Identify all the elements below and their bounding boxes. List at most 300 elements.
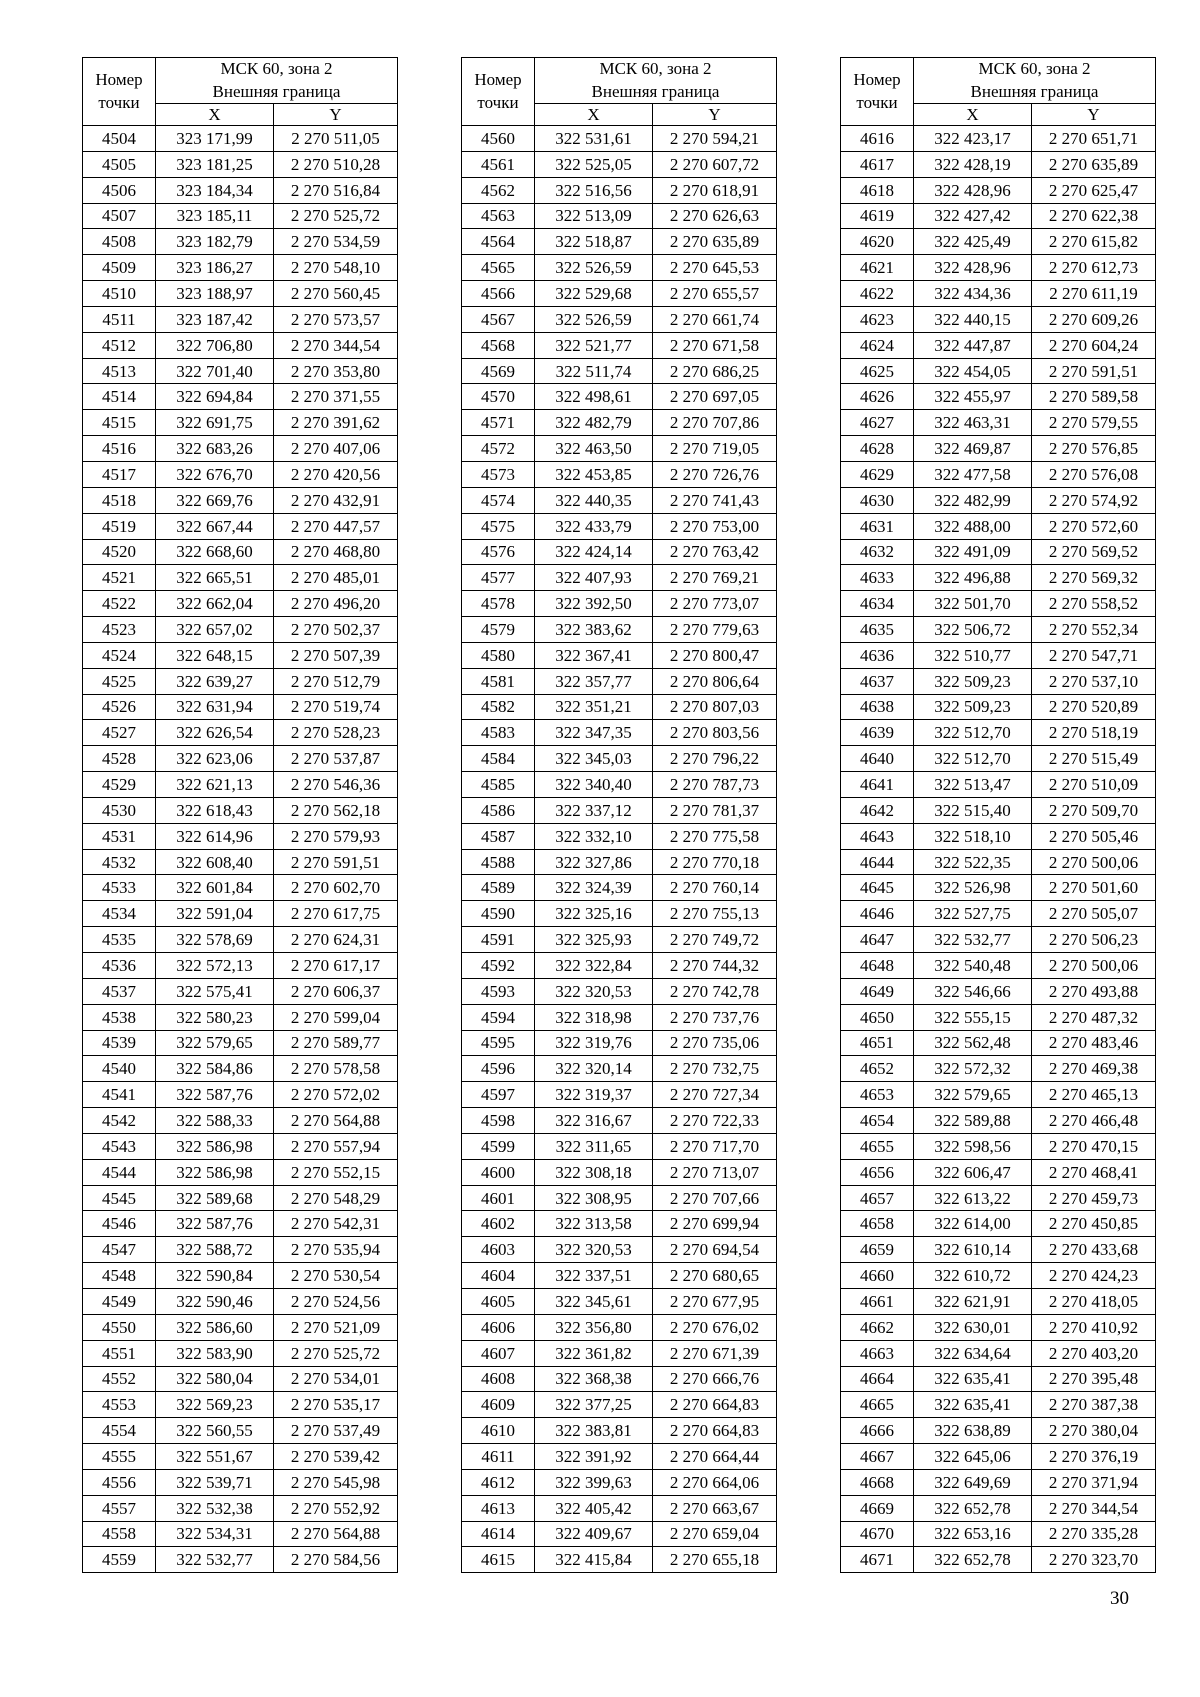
- table-row: [83, 332, 398, 358]
- x-cell: 322 575,41: [156, 978, 274, 1004]
- point-number-cell: 4634: [841, 591, 914, 617]
- y-cell: 2 270 525,72: [274, 1340, 398, 1366]
- table-row: [841, 1288, 1156, 1314]
- x-cell: 322 518,10: [914, 823, 1032, 849]
- table-row: [841, 875, 1156, 901]
- x-cell: 322 555,15: [914, 1004, 1032, 1030]
- y-cell: 2 270 468,80: [274, 539, 398, 565]
- point-number-cell: 4537: [83, 978, 156, 1004]
- point-number-cell: 4545: [83, 1185, 156, 1211]
- y-cell: 2 270 483,46: [1032, 1030, 1156, 1056]
- point-number-cell: 4652: [841, 1056, 914, 1082]
- y-cell: 2 270 353,80: [274, 358, 398, 384]
- y-cell: 2 270 546,36: [274, 772, 398, 798]
- y-cell: 2 270 420,56: [274, 461, 398, 487]
- y-cell: 2 270 512,79: [274, 668, 398, 694]
- table-row: [462, 513, 777, 539]
- table-row: [841, 591, 1156, 617]
- y-cell: 2 270 564,88: [274, 1108, 398, 1134]
- x-cell: 322 434,36: [914, 281, 1032, 307]
- point-number-cell: 4645: [841, 875, 914, 901]
- table-row: [83, 953, 398, 979]
- point-number-cell: 4591: [462, 927, 535, 953]
- x-cell: 322 652,78: [914, 1495, 1032, 1521]
- point-number-cell: 4667: [841, 1444, 914, 1470]
- x-cell: 322 518,87: [535, 229, 653, 255]
- x-cell: 322 701,40: [156, 358, 274, 384]
- y-cell: 2 270 735,06: [653, 1030, 777, 1056]
- y-cell: 2 270 617,17: [274, 953, 398, 979]
- y-cell: 2 270 722,33: [653, 1108, 777, 1134]
- point-number-cell: 4530: [83, 797, 156, 823]
- point-number-cell: 4599: [462, 1133, 535, 1159]
- x-cell: 322 391,92: [535, 1444, 653, 1470]
- table-row: [462, 487, 777, 513]
- table-row: [841, 953, 1156, 979]
- point-number-cell: 4582: [462, 694, 535, 720]
- y-cell: 2 270 519,74: [274, 694, 398, 720]
- point-number-cell: 4621: [841, 255, 914, 281]
- y-cell: 2 270 534,59: [274, 229, 398, 255]
- y-cell: 2 270 760,14: [653, 875, 777, 901]
- point-number-cell: 4579: [462, 617, 535, 643]
- y-cell: 2 270 742,78: [653, 978, 777, 1004]
- table-row: [83, 1004, 398, 1030]
- point-number-cell: 4515: [83, 410, 156, 436]
- table-row: [841, 436, 1156, 462]
- x-cell: 322 645,06: [914, 1444, 1032, 1470]
- y-cell: 2 270 528,23: [274, 720, 398, 746]
- y-cell: 2 270 713,07: [653, 1159, 777, 1185]
- y-cell: 2 270 625,47: [1032, 177, 1156, 203]
- table-row: [83, 591, 398, 617]
- table-row: [841, 1159, 1156, 1185]
- table-row: [83, 746, 398, 772]
- x-cell: 323 171,99: [156, 126, 274, 152]
- table-row: [462, 281, 777, 307]
- table-row: [841, 177, 1156, 203]
- x-cell: 322 665,51: [156, 565, 274, 591]
- point-number-cell: 4618: [841, 177, 914, 203]
- x-cell: 322 327,86: [535, 849, 653, 875]
- point-number-cell: 4637: [841, 668, 914, 694]
- point-number-cell: 4555: [83, 1444, 156, 1470]
- table-row: [841, 1392, 1156, 1418]
- table-row: [83, 772, 398, 798]
- point-number-cell: 4631: [841, 513, 914, 539]
- point-number-cell: 4572: [462, 436, 535, 462]
- y-cell: 2 270 659,04: [653, 1521, 777, 1547]
- table-row: [841, 849, 1156, 875]
- y-cell: 2 270 535,94: [274, 1237, 398, 1263]
- x-cell: 322 631,94: [156, 694, 274, 720]
- x-cell: 322 613,22: [914, 1185, 1032, 1211]
- header-system-name: МСК 60, зона 2: [599, 59, 712, 79]
- x-cell: 322 409,67: [535, 1521, 653, 1547]
- x-cell: 322 477,58: [914, 461, 1032, 487]
- table-row: [83, 1159, 398, 1185]
- x-cell: 322 586,60: [156, 1314, 274, 1340]
- point-number-cell: 4581: [462, 668, 535, 694]
- x-cell: 322 669,76: [156, 487, 274, 513]
- table-row: [841, 306, 1156, 332]
- x-cell: 322 653,16: [914, 1521, 1032, 1547]
- y-cell: 2 270 584,56: [274, 1547, 398, 1573]
- x-cell: 322 399,63: [535, 1469, 653, 1495]
- table-row: [83, 1314, 398, 1340]
- x-cell: 322 572,13: [156, 953, 274, 979]
- point-number-cell: 4612: [462, 1469, 535, 1495]
- table-row: [462, 539, 777, 565]
- y-cell: 2 270 651,71: [1032, 126, 1156, 152]
- y-cell: 2 270 424,23: [1032, 1263, 1156, 1289]
- table-row: [462, 1547, 777, 1573]
- table-row: [462, 1237, 777, 1263]
- point-number-cell: 4630: [841, 487, 914, 513]
- x-cell: 322 351,21: [535, 694, 653, 720]
- y-cell: 2 270 509,70: [1032, 797, 1156, 823]
- table-row: [841, 1495, 1156, 1521]
- y-cell: 2 270 775,58: [653, 823, 777, 849]
- table-row: [841, 1547, 1156, 1573]
- y-cell: 2 270 806,64: [653, 668, 777, 694]
- table-row: [841, 384, 1156, 410]
- x-cell: 322 361,82: [535, 1340, 653, 1366]
- x-cell: 322 506,72: [914, 617, 1032, 643]
- header-point-number: Номер точки: [83, 58, 156, 126]
- x-cell: 322 511,74: [535, 358, 653, 384]
- x-cell: 322 614,96: [156, 823, 274, 849]
- y-cell: 2 270 371,94: [1032, 1469, 1156, 1495]
- point-number-cell: 4638: [841, 694, 914, 720]
- point-number-cell: 4589: [462, 875, 535, 901]
- x-cell: 322 579,65: [914, 1082, 1032, 1108]
- x-cell: 322 588,72: [156, 1237, 274, 1263]
- x-cell: 322 580,04: [156, 1366, 274, 1392]
- x-cell: 322 532,77: [156, 1547, 274, 1573]
- y-cell: 2 270 371,55: [274, 384, 398, 410]
- table-row: [841, 772, 1156, 798]
- y-cell: 2 270 661,74: [653, 306, 777, 332]
- table-row: [841, 694, 1156, 720]
- point-number-cell: 4590: [462, 901, 535, 927]
- y-cell: 2 270 618,91: [653, 177, 777, 203]
- x-cell: 322 691,75: [156, 410, 274, 436]
- y-cell: 2 270 666,76: [653, 1366, 777, 1392]
- table-row: [83, 1469, 398, 1495]
- point-number-cell: 4663: [841, 1340, 914, 1366]
- point-number-cell: 4523: [83, 617, 156, 643]
- point-number-cell: 4519: [83, 513, 156, 539]
- y-cell: 2 270 591,51: [274, 849, 398, 875]
- table-row: [462, 1108, 777, 1134]
- table-row: [841, 487, 1156, 513]
- y-cell: 2 270 542,31: [274, 1211, 398, 1237]
- table-row: [841, 332, 1156, 358]
- point-number-cell: 4563: [462, 203, 535, 229]
- x-cell: 322 534,31: [156, 1521, 274, 1547]
- y-cell: 2 270 707,66: [653, 1185, 777, 1211]
- x-cell: 322 590,46: [156, 1288, 274, 1314]
- y-cell: 2 270 501,60: [1032, 875, 1156, 901]
- point-number-cell: 4655: [841, 1133, 914, 1159]
- x-cell: 322 383,62: [535, 617, 653, 643]
- point-number-cell: 4605: [462, 1288, 535, 1314]
- y-cell: 2 270 803,56: [653, 720, 777, 746]
- table-row: [462, 1444, 777, 1470]
- y-cell: 2 270 395,48: [1032, 1366, 1156, 1392]
- table-row: [83, 617, 398, 643]
- point-number-cell: 4619: [841, 203, 914, 229]
- point-number-cell: 4562: [462, 177, 535, 203]
- y-cell: 2 270 535,17: [274, 1392, 398, 1418]
- y-cell: 2 270 576,85: [1032, 436, 1156, 462]
- x-cell: 322 454,05: [914, 358, 1032, 384]
- x-cell: 322 308,95: [535, 1185, 653, 1211]
- point-number-cell: 4597: [462, 1082, 535, 1108]
- point-number-cell: 4548: [83, 1263, 156, 1289]
- point-number-cell: 4661: [841, 1288, 914, 1314]
- x-cell: 323 182,79: [156, 229, 274, 255]
- point-number-cell: 4627: [841, 410, 914, 436]
- point-number-cell: 4573: [462, 461, 535, 487]
- y-cell: 2 270 796,22: [653, 746, 777, 772]
- x-cell: 322 428,19: [914, 151, 1032, 177]
- point-number-cell: 4533: [83, 875, 156, 901]
- point-number-cell: 4666: [841, 1418, 914, 1444]
- y-cell: 2 270 732,75: [653, 1056, 777, 1082]
- x-cell: 322 529,68: [535, 281, 653, 307]
- table-row: [83, 487, 398, 513]
- point-number-cell: 4544: [83, 1159, 156, 1185]
- table-row: [841, 927, 1156, 953]
- x-cell: 322 368,38: [535, 1366, 653, 1392]
- y-cell: 2 270 433,68: [1032, 1237, 1156, 1263]
- x-cell: 322 639,27: [156, 668, 274, 694]
- table-row: [83, 1211, 398, 1237]
- x-cell: 322 345,03: [535, 746, 653, 772]
- y-cell: 2 270 576,08: [1032, 461, 1156, 487]
- point-number-cell: 4636: [841, 642, 914, 668]
- table-row: [841, 642, 1156, 668]
- table-row: [83, 177, 398, 203]
- point-number-cell: 4632: [841, 539, 914, 565]
- table-row: [841, 1340, 1156, 1366]
- header-system: [156, 58, 398, 104]
- x-cell: 322 521,77: [535, 332, 653, 358]
- x-cell: 323 186,27: [156, 255, 274, 281]
- point-number-cell: 4664: [841, 1366, 914, 1392]
- y-cell: 2 270 599,04: [274, 1004, 398, 1030]
- table-row: [462, 901, 777, 927]
- y-cell: 2 270 663,67: [653, 1495, 777, 1521]
- point-number-cell: 4567: [462, 306, 535, 332]
- y-cell: 2 270 626,63: [653, 203, 777, 229]
- table-row: [841, 1444, 1156, 1470]
- point-number-cell: 4585: [462, 772, 535, 798]
- y-cell: 2 270 387,38: [1032, 1392, 1156, 1418]
- y-cell: 2 270 510,09: [1032, 772, 1156, 798]
- y-cell: 2 270 624,31: [274, 927, 398, 953]
- y-cell: 2 270 677,95: [653, 1288, 777, 1314]
- table-row: [83, 1288, 398, 1314]
- y-cell: 2 270 485,01: [274, 565, 398, 591]
- table-row: [83, 436, 398, 462]
- x-cell: 322 586,98: [156, 1133, 274, 1159]
- table-row: [462, 591, 777, 617]
- y-cell: 2 270 524,56: [274, 1288, 398, 1314]
- point-number-cell: 4571: [462, 410, 535, 436]
- x-cell: 322 424,14: [535, 539, 653, 565]
- y-cell: 2 270 664,44: [653, 1444, 777, 1470]
- point-number-cell: 4550: [83, 1314, 156, 1340]
- y-cell: 2 270 655,57: [653, 281, 777, 307]
- y-cell: 2 270 773,07: [653, 591, 777, 617]
- y-cell: 2 270 717,70: [653, 1133, 777, 1159]
- y-cell: 2 270 676,02: [653, 1314, 777, 1340]
- x-cell: 322 325,93: [535, 927, 653, 953]
- point-number-cell: 4553: [83, 1392, 156, 1418]
- table-row: [83, 1547, 398, 1573]
- table-row: [462, 306, 777, 332]
- point-number-cell: 4611: [462, 1444, 535, 1470]
- header-system-name: МСК 60, зона 2: [978, 59, 1091, 79]
- point-number-cell: 4517: [83, 461, 156, 487]
- x-cell: 322 392,50: [535, 591, 653, 617]
- y-cell: 2 270 749,72: [653, 927, 777, 953]
- x-cell: 322 345,61: [535, 1288, 653, 1314]
- y-cell: 2 270 560,45: [274, 281, 398, 307]
- y-cell: 2 270 335,28: [1032, 1521, 1156, 1547]
- point-number-cell: 4570: [462, 384, 535, 410]
- table-row: [841, 410, 1156, 436]
- y-cell: 2 270 496,20: [274, 591, 398, 617]
- y-cell: 2 270 459,73: [1032, 1185, 1156, 1211]
- point-number-cell: 4595: [462, 1030, 535, 1056]
- y-cell: 2 270 753,00: [653, 513, 777, 539]
- table-row: [841, 151, 1156, 177]
- y-cell: 2 270 607,72: [653, 151, 777, 177]
- point-number-cell: 4649: [841, 978, 914, 1004]
- table-row: [841, 1133, 1156, 1159]
- table-row: [83, 151, 398, 177]
- table-row: [83, 1263, 398, 1289]
- x-cell: 322 652,78: [914, 1547, 1032, 1573]
- y-cell: 2 270 787,73: [653, 772, 777, 798]
- table-row: [462, 384, 777, 410]
- y-cell: 2 270 572,02: [274, 1082, 398, 1108]
- table-row: [83, 1418, 398, 1444]
- x-cell: 323 185,11: [156, 203, 274, 229]
- point-number-cell: 4536: [83, 953, 156, 979]
- point-number-cell: 4532: [83, 849, 156, 875]
- table-row: [462, 978, 777, 1004]
- point-number-cell: 4526: [83, 694, 156, 720]
- y-cell: 2 270 418,05: [1032, 1288, 1156, 1314]
- x-cell: 322 340,40: [535, 772, 653, 798]
- y-cell: 2 270 545,98: [274, 1469, 398, 1495]
- y-cell: 2 270 466,48: [1032, 1108, 1156, 1134]
- point-number-cell: 4659: [841, 1237, 914, 1263]
- y-cell: 2 270 487,32: [1032, 1004, 1156, 1030]
- table-row: [462, 1185, 777, 1211]
- point-number-cell: 4592: [462, 953, 535, 979]
- y-cell: 2 270 741,43: [653, 487, 777, 513]
- table-row: [462, 1211, 777, 1237]
- point-number-cell: 4538: [83, 1004, 156, 1030]
- point-number-cell: 4559: [83, 1547, 156, 1573]
- point-number-cell: 4521: [83, 565, 156, 591]
- table-row: [462, 1082, 777, 1108]
- table-row: [83, 306, 398, 332]
- x-cell: 322 526,59: [535, 255, 653, 281]
- table-row: [462, 410, 777, 436]
- point-number-cell: 4583: [462, 720, 535, 746]
- x-cell: 322 532,77: [914, 927, 1032, 953]
- point-number-cell: 4518: [83, 487, 156, 513]
- x-cell: 322 337,12: [535, 797, 653, 823]
- point-number-cell: 4509: [83, 255, 156, 281]
- table-row: [83, 1444, 398, 1470]
- x-cell: 323 184,34: [156, 177, 274, 203]
- x-cell: 322 440,35: [535, 487, 653, 513]
- x-cell: 322 638,89: [914, 1418, 1032, 1444]
- y-cell: 2 270 699,94: [653, 1211, 777, 1237]
- table-row: [462, 177, 777, 203]
- x-cell: 322 601,84: [156, 875, 274, 901]
- table-row: [841, 1004, 1156, 1030]
- y-cell: 2 270 380,04: [1032, 1418, 1156, 1444]
- point-number-cell: 4578: [462, 591, 535, 617]
- y-cell: 2 270 671,39: [653, 1340, 777, 1366]
- y-cell: 2 270 645,53: [653, 255, 777, 281]
- point-number-cell: 4505: [83, 151, 156, 177]
- x-cell: 322 319,37: [535, 1082, 653, 1108]
- x-cell: 322 377,25: [535, 1392, 653, 1418]
- header-y: Y: [274, 104, 398, 126]
- y-cell: 2 270 505,46: [1032, 823, 1156, 849]
- x-cell: 322 509,23: [914, 668, 1032, 694]
- table-row: [83, 203, 398, 229]
- y-cell: 2 270 515,49: [1032, 746, 1156, 772]
- x-cell: 322 591,04: [156, 901, 274, 927]
- y-cell: 2 270 589,77: [274, 1030, 398, 1056]
- point-number-cell: 4658: [841, 1211, 914, 1237]
- x-cell: 322 337,51: [535, 1263, 653, 1289]
- table-row: [841, 1237, 1156, 1263]
- y-cell: 2 270 506,23: [1032, 927, 1156, 953]
- y-cell: 2 270 500,06: [1032, 953, 1156, 979]
- point-number-cell: 4576: [462, 539, 535, 565]
- point-number-cell: 4506: [83, 177, 156, 203]
- table-row: [462, 1392, 777, 1418]
- table-row: [83, 1495, 398, 1521]
- y-cell: 2 270 465,13: [1032, 1082, 1156, 1108]
- coordinates-table-2: [461, 57, 777, 1573]
- table-row: [83, 1521, 398, 1547]
- x-cell: 322 560,55: [156, 1418, 274, 1444]
- table-row: [83, 720, 398, 746]
- point-number-cell: 4542: [83, 1108, 156, 1134]
- table-row: [83, 642, 398, 668]
- x-cell: 322 606,47: [914, 1159, 1032, 1185]
- table-row: [462, 203, 777, 229]
- table-row: [841, 1521, 1156, 1547]
- y-cell: 2 270 737,76: [653, 1004, 777, 1030]
- y-cell: 2 270 537,10: [1032, 668, 1156, 694]
- table-row: [462, 1263, 777, 1289]
- x-cell: 322 584,86: [156, 1056, 274, 1082]
